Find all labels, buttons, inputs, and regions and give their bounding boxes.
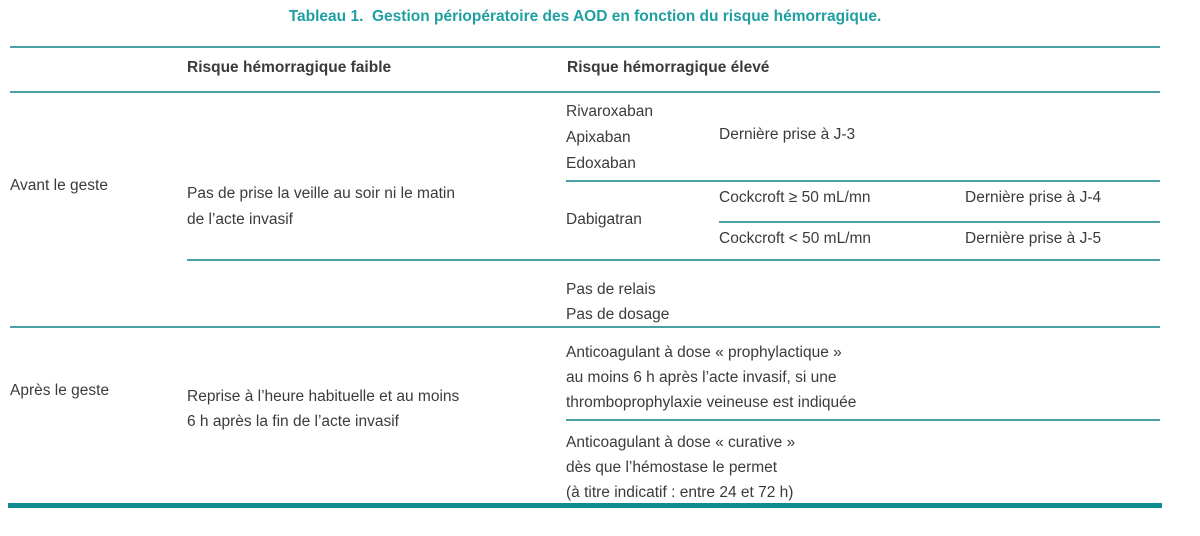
drug-list-xabans [566, 99, 653, 177]
rule-header-bottom [10, 91, 1160, 93]
cockcroft-lt-rule-cell: Dernière prise à J-5 [965, 230, 1102, 247]
rule-table-bottom [8, 503, 1162, 508]
avant-low-risk-cell [187, 181, 455, 233]
avant-low-risk-line1: Pas de prise la veille au soir ni le matin [187, 185, 455, 202]
page-title: Tableau 1. Gestion périopératoire des AOD en fonction du risque hémorragique. [288, 8, 882, 25]
cockcroft-ge-rule-cell: Dernière prise à J-4 [965, 189, 1102, 206]
curative-cell [566, 430, 795, 505]
curative-line1: Anticoagulant à dose « curative » [566, 434, 796, 451]
no-relay-cell [566, 277, 669, 327]
apres-low-risk-line1: Reprise à l’heure habituelle et au moins [187, 388, 460, 405]
prophylactic-line2: au moins 6 h après l’acte invasif, si une [566, 369, 837, 386]
drug-dabigatran: Dabigatran [566, 211, 642, 228]
rule-top [10, 46, 1160, 48]
cockcroft-ge-cell: Cockcroft ≥ 50 mL/mn [719, 189, 871, 206]
xaban-rule-cell: Dernière prise à J-3 [719, 126, 856, 143]
rule-avant-sub-divider [187, 259, 1160, 261]
drug-apixaban: Apixaban [566, 129, 631, 146]
apres-low-risk-line2: 6 h après la fin de l’acte invasif [187, 413, 399, 430]
prophylactic-line1: Anticoagulant à dose « prophylactique » [566, 344, 842, 361]
apres-low-risk-cell [187, 384, 459, 434]
column-header-high-risk: Risque hémorragique élevé [567, 59, 770, 76]
rule-xaban-bottom [566, 180, 1160, 182]
row-label-avant: Avant le geste [10, 177, 108, 194]
rule-avant-bottom [10, 326, 1160, 328]
row-label-apres: Après le geste [10, 382, 110, 399]
drug-rivaroxaban: Rivaroxaban [566, 103, 654, 120]
prophylactic-line3: thromboprophylaxie veineuse est indiquée [566, 394, 857, 411]
curative-line3: (à titre indicatif : entre 24 et 72 h) [566, 484, 794, 501]
rule-prophylactic-bottom [566, 419, 1160, 421]
prophylactic-cell [566, 340, 856, 415]
column-header-low-risk: Risque hémorragique faible [187, 59, 392, 76]
cockcroft-lt-cell: Cockcroft < 50 mL/mn [719, 230, 872, 247]
no-relay-line2: Pas de dosage [566, 306, 670, 323]
avant-low-risk-line2: de l’acte invasif [187, 211, 293, 228]
drug-edoxaban: Edoxaban [566, 155, 636, 172]
rule-cockcroft-divider [719, 221, 1160, 223]
no-relay-line1: Pas de relais [566, 281, 656, 298]
curative-line2: dès que l’hémostase le permet [566, 459, 778, 476]
